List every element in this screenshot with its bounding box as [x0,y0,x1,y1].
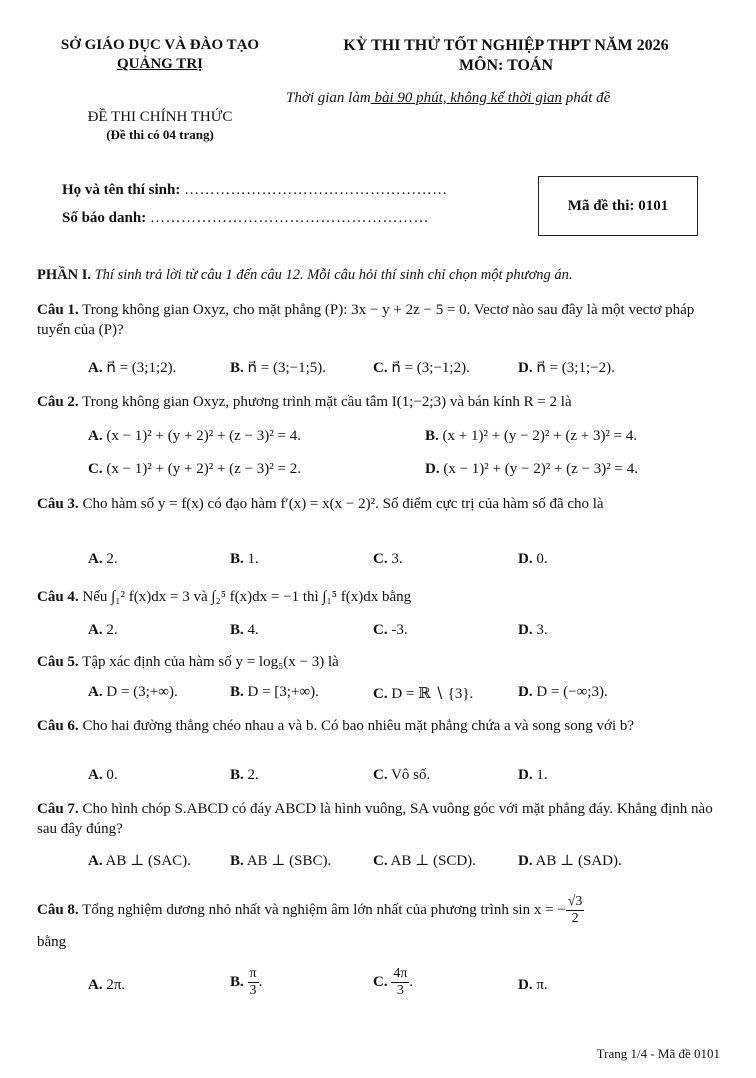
question-2: Câu 2. Trong không gian Oxyz, phương trình mặt cầu tâm I(1;−2;3) và bán kính R = 2 là [37,394,572,410]
question-3: Câu 3. Cho hàm số y = f(x) có đạo hàm f′(x) = x(x − 2)². Số điểm cực trị của hàm số đã cho là [37,496,604,512]
q4-option-c[interactable]: C. -3. [373,622,408,638]
q7-option-d[interactable]: D. AB ⊥ (SAD). [518,853,622,869]
q2-option-d[interactable]: D. (x − 1)² + (y − 2)² + (z − 3)² = 4. [425,461,638,477]
q2-option-c[interactable]: C. (x − 1)² + (y + 2)² + (z − 3)² = 2. [88,461,301,477]
candidate-id-row: Số báo danh: ……………………………………………… [62,210,429,226]
q6-option-b[interactable]: B. 2. [230,767,259,783]
question-5: Câu 5. Tập xác định của hàm số y = log₅(x − 3) là [37,654,339,670]
q8-c-fraction: $\frac{4\pi}{3}$ [393,966,408,998]
department-header [40,36,280,74]
q8-b-fraction: $\frac{\pi}{3}$ [249,966,257,998]
q2-option-a[interactable]: A. (x − 1)² + (y + 2)² + (z − 3)² = 4. [88,428,301,444]
q4-option-a[interactable]: A. 2. [88,622,118,638]
q7-option-a[interactable]: A. AB ⊥ (SAC). [88,853,191,869]
exam-code-box: Mã đề thi: 0101 [538,176,698,236]
q3-option-a[interactable]: A. 2. [88,551,118,567]
q3-option-d[interactable]: D. 0. [518,551,548,567]
q5-option-c[interactable]: C. D = ℝ ∖ {3}. [373,686,474,702]
q8-fraction: $\frac{√3}{2}$ [567,894,583,926]
q8-option-b[interactable]: B. $\frac{\pi}{3}$ . [230,966,263,998]
question-4: Câu 4. Nếu ∫₁² f(x)dx = 3 và ∫₂⁵ f(x)dx = −1 thì ∫₁⁵ f(x)dx bằng [37,589,412,605]
q5-option-d[interactable]: D. D = (−∞;3). [518,684,608,700]
official-label [40,108,280,144]
q6-option-c[interactable]: C. Vô số. [373,767,431,783]
part-heading: PHẦN I. Thí sinh trả lời từ câu 1 đến câu 12. Mỗi câu hỏi thí sinh chỉ chọn một phương án. [37,267,573,283]
pages-note: (Đề thi có 04 trang) [106,127,214,142]
province-name: QUẢNG TRỊ [117,56,203,72]
q8-option-c[interactable]: C. $\frac{4\pi}{3}$ . [373,966,414,998]
exam-title: KỲ THI THỬ TỐT NGHIỆP THPT NĂM 2026 [343,37,669,54]
question-8: Câu 8. Tổng nghiệm dương nhỏ nhất và nghiệm âm lớn nhất của phương trình sin x = − $\frac{√3}{2}$ [37,894,583,926]
q5-option-b[interactable]: B. D = [3;+∞). [230,684,319,700]
candidate-name-row: Họ và tên thí sinh: …………………………………………… [62,182,448,198]
question-8-tail: bằng [37,934,67,950]
q7-option-b[interactable]: B. AB ⊥ (SBC). [230,853,332,869]
q5-option-a[interactable]: A. D = (3;+∞). [88,684,178,700]
q1-option-b[interactable]: B. n⃗ = (3;−1;5). [230,360,327,376]
q3-option-c[interactable]: C. 3. [373,551,403,567]
q6-option-d[interactable]: D. 1. [518,767,548,783]
q6-option-a[interactable]: A. 0. [88,767,118,783]
q8-option-d[interactable]: D. π. [518,977,548,993]
page-footer: Trang 1/4 - Mã đề 0101 [596,1046,720,1061]
q1-option-a[interactable]: A. n⃗ = (3;1;2). [88,360,177,376]
department-name: SỞ GIÁO DỤC VÀ ĐÀO TẠO [60,37,260,53]
exam-duration: Thời gian làm bài 90 phút, không kể thời gian phát đề [286,90,611,106]
q8-option-a[interactable]: A. 2π. [88,977,126,993]
question-7: Câu 7. Cho hình chóp S.ABCD có đáy ABCD là hình vuông, SA vuông góc với mặt phẳng đáy. Khẳng định nào sau đây đúng? [37,801,713,837]
question-6: Câu 6. Cho hai đường thẳng chéo nhau a và b. Có bao nhiêu mặt phẳng chứa a và song song với b? [37,718,635,734]
question-1: Câu 1. Trong không gian Oxyz, cho mặt phẳng (P): 3x − y + 2z − 5 = 0. Vectơ nào sau đây là một vectơ pháp tuyến của (P)? [37,302,695,338]
q7-option-c[interactable]: C. AB ⊥ (SCD). [373,853,476,869]
exam-header [296,36,716,76]
q4-option-d[interactable]: D. 3. [518,622,548,638]
q2-option-b[interactable]: B. (x + 1)² + (y − 2)² + (z + 3)² = 4. [425,428,638,444]
official-exam-text: ĐỀ THI CHÍNH THỨC [87,109,233,125]
exam-subject: MÔN: TOÁN [458,57,554,74]
q3-option-b[interactable]: B. 1. [230,551,259,567]
q1-option-c[interactable]: C. n⃗ = (3;−1;2). [373,360,470,376]
candidate-info [62,176,448,232]
q1-option-d[interactable]: D. n⃗ = (3;1;−2). [518,360,615,376]
q4-option-b[interactable]: B. 4. [230,622,259,638]
